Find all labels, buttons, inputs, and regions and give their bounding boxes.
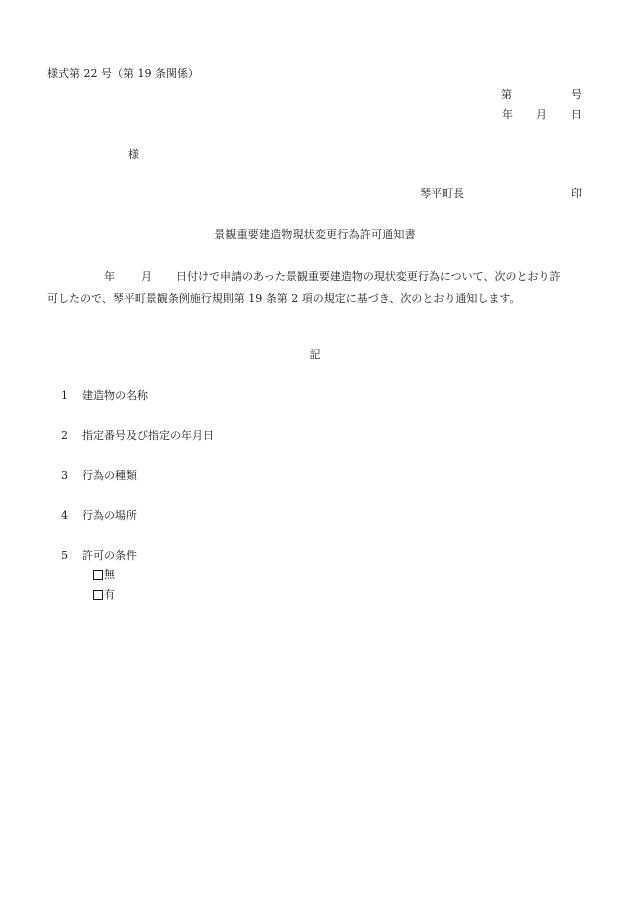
condition-option-label: 無 [104,568,115,581]
body-line-1-text: 日付けで申請のあった景観重要建造物の現状変更行為について、次のとおり許 [176,270,561,283]
item-label-permit-conditions: 許可の条件 [82,549,137,562]
item-number: 4 [61,509,68,522]
date-day-label: 日 [571,108,582,121]
issuer-name: 琴平町長 [420,187,464,200]
document-title: 景観重要建造物現状変更行為許可通知書 [214,228,416,241]
recipient-honorific: 様 [128,148,139,161]
body-line-2: 可したので、琴平町景観条例施行規則第 19 条第 2 項の規定に基づき、次のとおり通知します。 [47,292,521,305]
item-label-designation: 指定番号及び指定の年月日 [82,429,214,442]
item-label-action-type: 行為の種類 [82,469,137,482]
document-number-prefix: 第 [501,88,512,101]
condition-option-label: 有 [104,588,115,601]
body-line-1 [47,266,585,288]
item-number: 3 [61,469,68,482]
ki-heading: 記 [309,348,321,361]
form-number: 様式第 22 号（第 19 条関係） [47,67,199,80]
checkbox-icon[interactable] [93,570,103,580]
condition-option-yes[interactable] [93,588,115,601]
body-month-label: 月 [141,270,152,283]
item-number: 5 [61,549,68,562]
item-number: 2 [61,429,68,442]
item-label-building-name: 建造物の名称 [82,389,148,402]
seal-mark: 印 [571,187,582,200]
item-label-action-location: 行為の場所 [82,509,137,522]
item-number: 1 [61,389,68,402]
condition-option-none[interactable] [93,568,115,581]
body-year-label: 年 [104,270,115,283]
date-year-label: 年 [502,108,513,121]
date-month-label: 月 [536,108,547,121]
body-paragraph [47,266,585,310]
document-number-suffix: 号 [571,88,582,101]
checkbox-icon[interactable] [93,590,103,600]
